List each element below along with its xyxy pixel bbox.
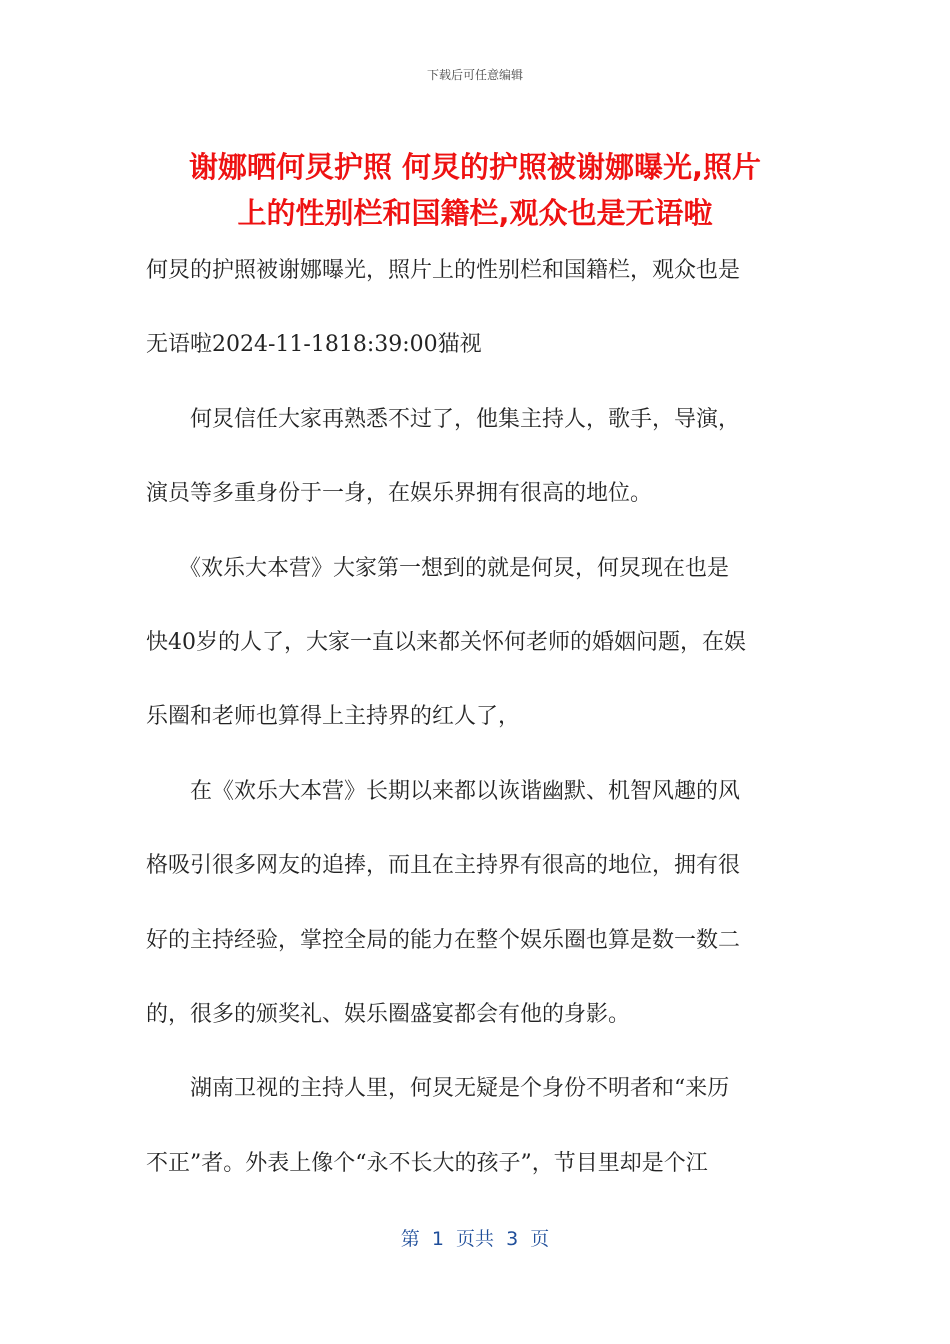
page-title — [140, 144, 810, 236]
body-line: 好的主持经验，掌控全局的能力在整个娱乐圈也算是数一数二 — [146, 927, 741, 953]
article-body — [146, 248, 806, 1215]
body-line: 湖南卫视的主持人里，何炅无疑是个身份不明者和“来历 — [146, 1076, 730, 1102]
body-line: 演员等多重身份于一身，在娱乐界拥有很高的地位。 — [146, 481, 653, 507]
body-line: 何炅信任大家再熟悉不过了，他集主持人，歌手，导演， — [146, 406, 741, 432]
body-line: 的，很多的颁奖礼、娱乐圈盛宴都会有他的身影。 — [146, 1001, 631, 1027]
body-line: 《欢乐大本营》大家第一想到的就是何炅，何炅现在也是 — [146, 555, 730, 581]
body-line: 格吸引很多网友的追捧，而且在主持界有很高的地位，拥有很 — [146, 853, 741, 879]
body-line: 何炅的护照被谢娜曝光，照片上的性别栏和国籍栏，观众也是 — [146, 258, 741, 283]
body-line: 快40岁的人了，大家一直以来都关怀何老师的婚姻问题，在娱 — [146, 629, 746, 655]
body-line: 在《欢乐大本营》长期以来都以诙谐幽默、机智风趣的风 — [146, 778, 741, 804]
page-footer-pagination: 第 1 页共 3 页 — [400, 1228, 550, 1250]
page-title-line-2: 上的性别栏和国籍栏,观众也是无语啦 — [237, 196, 713, 230]
body-line: 无语啦2024-11-1818:39:00猫视 — [146, 332, 482, 358]
body-line: 乐圈和老师也算得上主持界的红人了， — [146, 704, 521, 730]
page-header-note: 下载后可任意编辑 — [426, 68, 523, 82]
page-title-line-1: 谢娜晒何炅护照 何炅的护照被谢娜曝光,照片 — [188, 150, 762, 184]
body-line: 不正”者。外表上像个“永不长大的孩子”，节目里却是个江 — [146, 1150, 708, 1176]
